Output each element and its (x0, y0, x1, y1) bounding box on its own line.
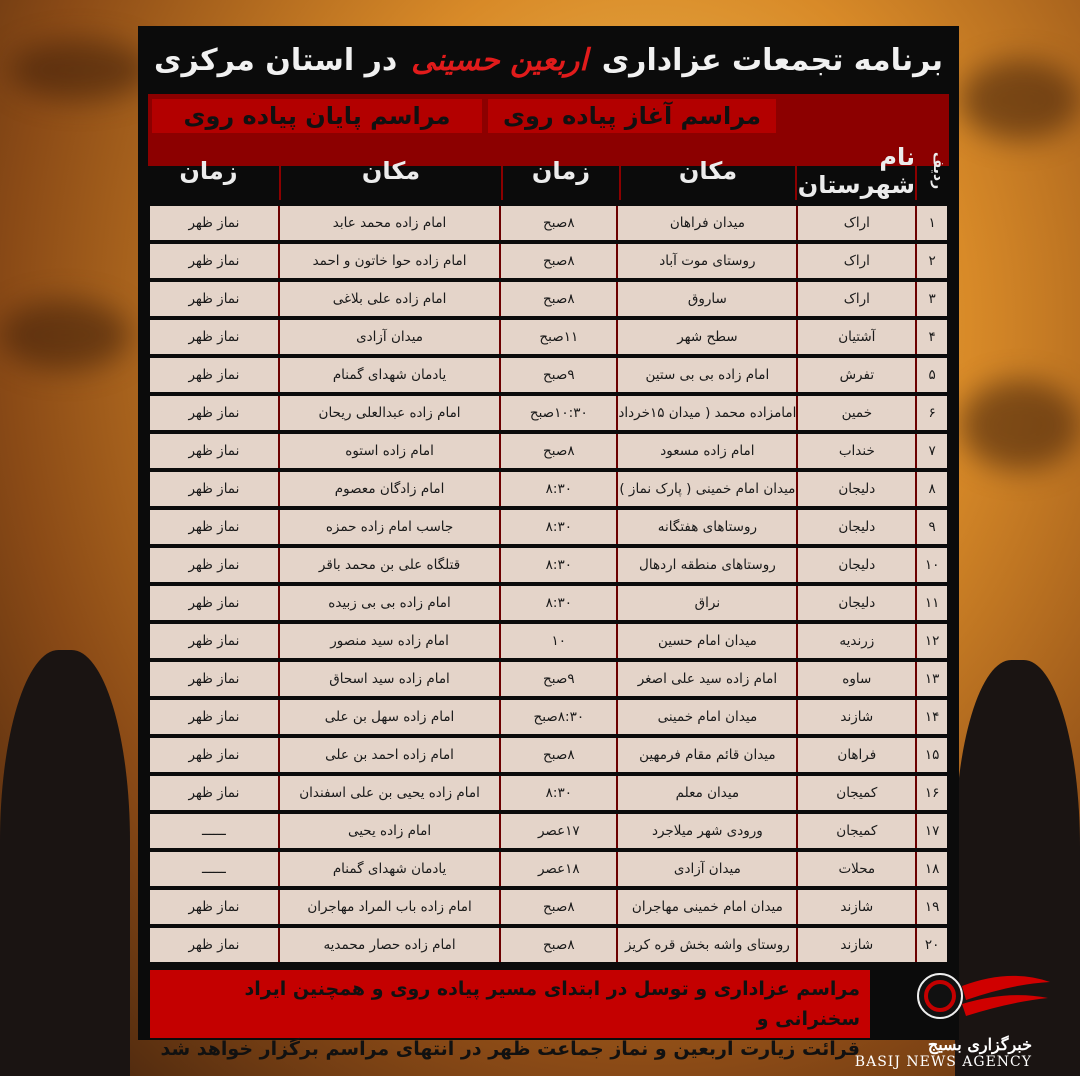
cell-city: دلیجان (796, 586, 915, 620)
col-start-time: زمان (501, 142, 619, 200)
cell-start-place: امامزاده محمد ( میدان ۱۵خرداد (616, 396, 796, 430)
cell-city: خمین (796, 396, 915, 430)
cell-start-time: ۸صبح (499, 244, 616, 278)
table-row (150, 738, 947, 772)
cell-start-time: ۱۷عصر (499, 814, 616, 848)
cell-end-place: یادمان شهدای گمنام (278, 852, 499, 886)
cell-start-time: ۸صبح (499, 738, 616, 772)
cell-start-place: امام زاده بی بی ستین (616, 358, 796, 392)
cell-n: ۱۲ (915, 624, 947, 658)
cell-city: زرندیه (796, 624, 915, 658)
cell-city: دلیجان (796, 548, 915, 582)
col-row: ردیف (915, 142, 959, 200)
cell-city: فراهان (796, 738, 915, 772)
cell-end-place: امام زاده سید منصور (278, 624, 499, 658)
cell-start-place: ورودی شهر میلاجرد (616, 814, 796, 848)
cell-n: ۱۳ (915, 662, 947, 696)
cell-end-time: نماز ظهر (150, 890, 278, 924)
table-row (150, 928, 947, 962)
cell-start-time: ۸:۳۰ (499, 472, 616, 506)
cell-city: ساوه (796, 662, 915, 696)
cell-n: ۱۸ (915, 852, 947, 886)
cell-start-place: میدان امام حسین (616, 624, 796, 658)
cell-n: ۲ (915, 244, 947, 278)
col-start-place: مکان (619, 142, 795, 200)
cell-city: دلیجان (796, 510, 915, 544)
cell-end-place: امام زاده باب المراد مهاجران (278, 890, 499, 924)
table-row (150, 510, 947, 544)
section-end-walk: مراسم پایان پیاده روی (152, 99, 482, 133)
table-row (150, 472, 947, 506)
cell-end-time: نماز ظهر (150, 548, 278, 582)
col-end-time: زمان (179, 157, 238, 185)
pilgrim-silhouette-left (0, 650, 130, 1076)
table-row (150, 548, 947, 582)
table-row (150, 700, 947, 734)
cell-end-time: نماز ظهر (150, 472, 278, 506)
cell-city: اراک (796, 206, 915, 240)
cell-end-time: نماز ظهر (150, 320, 278, 354)
cell-n: ۱۴ (915, 700, 947, 734)
table-row (150, 434, 947, 468)
cell-city: خنداب (796, 434, 915, 468)
cell-city: شازند (796, 928, 915, 962)
cell-start-place: میدان قائم مقام فرمهین (616, 738, 796, 772)
cell-start-time: ۸صبح (499, 434, 616, 468)
cell-city: محلات (796, 852, 915, 886)
schedule-poster (138, 26, 959, 1060)
cell-n: ۱۰ (915, 548, 947, 582)
cell-city: دلیجان (796, 472, 915, 506)
cell-n: ۷ (915, 434, 947, 468)
cell-n: ۹ (915, 510, 947, 544)
sky-cloud (0, 300, 130, 370)
footer-line-1: مراسم عزاداری و توسل در ابتدای مسیر پیاده روی و همچنین ایراد سخنرانی و (244, 978, 860, 1030)
cell-end-place: امام زاده بی بی زبیده (278, 586, 499, 620)
cell-n: ۸ (915, 472, 947, 506)
table-row (150, 396, 947, 430)
cell-n: ۱۱ (915, 586, 947, 620)
cell-end-place: امام زاده عبدالعلی ریحان (278, 396, 499, 430)
cell-start-place: روستای واشه بخش قره کریز (616, 928, 796, 962)
cell-end-place: امام زاده استوه (278, 434, 499, 468)
cell-start-time: ۸صبح (499, 206, 616, 240)
cell-end-place: میدان آزادی (278, 320, 499, 354)
cell-city: آشتیان (796, 320, 915, 354)
cell-start-time: ۱۱صبح (499, 320, 616, 354)
cell-city: تفرش (796, 358, 915, 392)
cell-end-time: نماز ظهر (150, 700, 278, 734)
cell-start-place: میدان امام خمینی مهاجران (616, 890, 796, 924)
poster-title (138, 26, 959, 94)
cell-start-place: روستاهای هفتگانه (616, 510, 796, 544)
cell-n: ۴ (915, 320, 947, 354)
table-row (150, 624, 947, 658)
cell-start-time: ۸:۳۰ (499, 776, 616, 810)
cell-end-place: امام زاده سید اسحاق (278, 662, 499, 696)
cell-end-place: امام زاده علی بلاغی (278, 282, 499, 316)
cell-start-place: ساروق (616, 282, 796, 316)
cell-start-place: میدان فراهان (616, 206, 796, 240)
cell-end-time: ــــــ (150, 852, 278, 886)
agency-signature (855, 1035, 1032, 1070)
cell-start-place: نراق (616, 586, 796, 620)
cell-end-place: امام زاده محمد عابد (278, 206, 499, 240)
cell-start-place: میدان امام خمینی (616, 700, 796, 734)
cell-start-place: امام زاده سید علی اصغر (616, 662, 796, 696)
cell-city: اراک (796, 282, 915, 316)
cell-end-place: امام زادگان معصوم (278, 472, 499, 506)
cell-city: کمیجان (796, 814, 915, 848)
table-row (150, 320, 947, 354)
footer-note (150, 970, 870, 1060)
cell-end-place: امام زاده حوا خاتون و احمد (278, 244, 499, 278)
cell-end-time: نماز ظهر (150, 624, 278, 658)
table-row (150, 282, 947, 316)
cell-n: ۱۵ (915, 738, 947, 772)
cell-start-place: میدان معلم (616, 776, 796, 810)
cell-start-time: ۸صبح (499, 282, 616, 316)
col-end-place: مکان (279, 142, 501, 200)
table-row (150, 814, 947, 848)
title-prefix: برنامه تجمعات عزاداری (601, 42, 944, 78)
cell-city: اراک (796, 244, 915, 278)
basij-logo-icon (900, 964, 1060, 1034)
cell-start-time: ۸:۳۰ (499, 510, 616, 544)
cell-start-time: ۸صبح (499, 928, 616, 962)
cell-n: ۳ (915, 282, 947, 316)
title-highlight: اربعین حسینی (411, 42, 588, 78)
footer-line-2: قرائت زیارت اربعین و نماز جماعت ظهر در انتهای مراسم برگزار خواهد شد (160, 1038, 860, 1060)
cell-city: شازند (796, 890, 915, 924)
table-row (150, 852, 947, 886)
cell-end-place: امام زاده یحیی (278, 814, 499, 848)
cell-end-time: نماز ظهر (150, 244, 278, 278)
cell-n: ۲۰ (915, 928, 947, 962)
table-row (150, 358, 947, 392)
cell-end-time: ــــــ (150, 814, 278, 848)
cell-end-time: نماز ظهر (150, 206, 278, 240)
cell-end-time: نماز ظهر (150, 662, 278, 696)
table-row (150, 244, 947, 278)
agency-name-fa: خبرگزاری بسیج (927, 1035, 1032, 1054)
cell-start-time: ۸:۳۰صبح (499, 700, 616, 734)
cell-end-place: امام زاده یحیی بن علی اسفندان (278, 776, 499, 810)
title-suffix: در استان مرکزی (153, 42, 398, 78)
cell-end-place: امام زاده سهل بن علی (278, 700, 499, 734)
cell-start-time: ۹صبح (499, 662, 616, 696)
cell-end-time: نماز ظهر (150, 738, 278, 772)
column-headers (138, 142, 959, 200)
cell-n: ۱۷ (915, 814, 947, 848)
cell-start-place: روستای موت آباد (616, 244, 796, 278)
cell-end-place: امام زاده حصار محمدیه (278, 928, 499, 962)
table-row (150, 890, 947, 924)
cell-start-place: امام زاده مسعود (616, 434, 796, 468)
table-row (150, 662, 947, 696)
cell-start-time: ۸:۳۰ (499, 548, 616, 582)
cell-start-time: ۱۰ (499, 624, 616, 658)
cell-n: ۶ (915, 396, 947, 430)
cell-start-place: میدان آزادی (616, 852, 796, 886)
cell-end-place: جاسب امام زاده حمزه (278, 510, 499, 544)
cell-n: ۱۶ (915, 776, 947, 810)
table-row (150, 776, 947, 810)
cell-end-time: نماز ظهر (150, 586, 278, 620)
cell-n: ۵ (915, 358, 947, 392)
cell-end-time: نماز ظهر (150, 358, 278, 392)
cell-start-place: سطح شهر (616, 320, 796, 354)
table-row (150, 586, 947, 620)
cell-end-time: نماز ظهر (150, 282, 278, 316)
cell-start-place: میدان امام خمینی ( پارک نماز ) (616, 472, 796, 506)
cell-end-time: نماز ظهر (150, 434, 278, 468)
schedule-table (150, 202, 947, 966)
table-row (150, 206, 947, 240)
cell-start-time: ۹صبح (499, 358, 616, 392)
cell-end-place: امام زاده احمد بن علی (278, 738, 499, 772)
col-city: نام شهرستان (795, 142, 915, 200)
cell-start-place: روستاهای منطقه اردهال (616, 548, 796, 582)
section-start-walk: مراسم آغاز پیاده روی (488, 99, 776, 133)
cell-end-time: نماز ظهر (150, 776, 278, 810)
cell-end-time: نماز ظهر (150, 928, 278, 962)
cell-n: ۱۹ (915, 890, 947, 924)
cell-start-time: ۱۸عصر (499, 852, 616, 886)
sky-cloud (960, 380, 1080, 470)
cell-end-time: نماز ظهر (150, 510, 278, 544)
sky-cloud (10, 40, 150, 100)
cell-end-time: نماز ظهر (150, 396, 278, 430)
sky-cloud (960, 60, 1080, 140)
cell-end-place: یادمان شهدای گمنام (278, 358, 499, 392)
cell-n: ۱ (915, 206, 947, 240)
cell-city: کمیجان (796, 776, 915, 810)
cell-city: شازند (796, 700, 915, 734)
cell-start-time: ۸صبح (499, 890, 616, 924)
cell-start-time: ۱۰:۳۰صبح (499, 396, 616, 430)
cell-start-time: ۸:۳۰ (499, 586, 616, 620)
agency-name-en: BASIJ NEWS AGENCY (854, 1054, 1032, 1070)
cell-end-place: قتلگاه علی بن محمد باقر (278, 548, 499, 582)
